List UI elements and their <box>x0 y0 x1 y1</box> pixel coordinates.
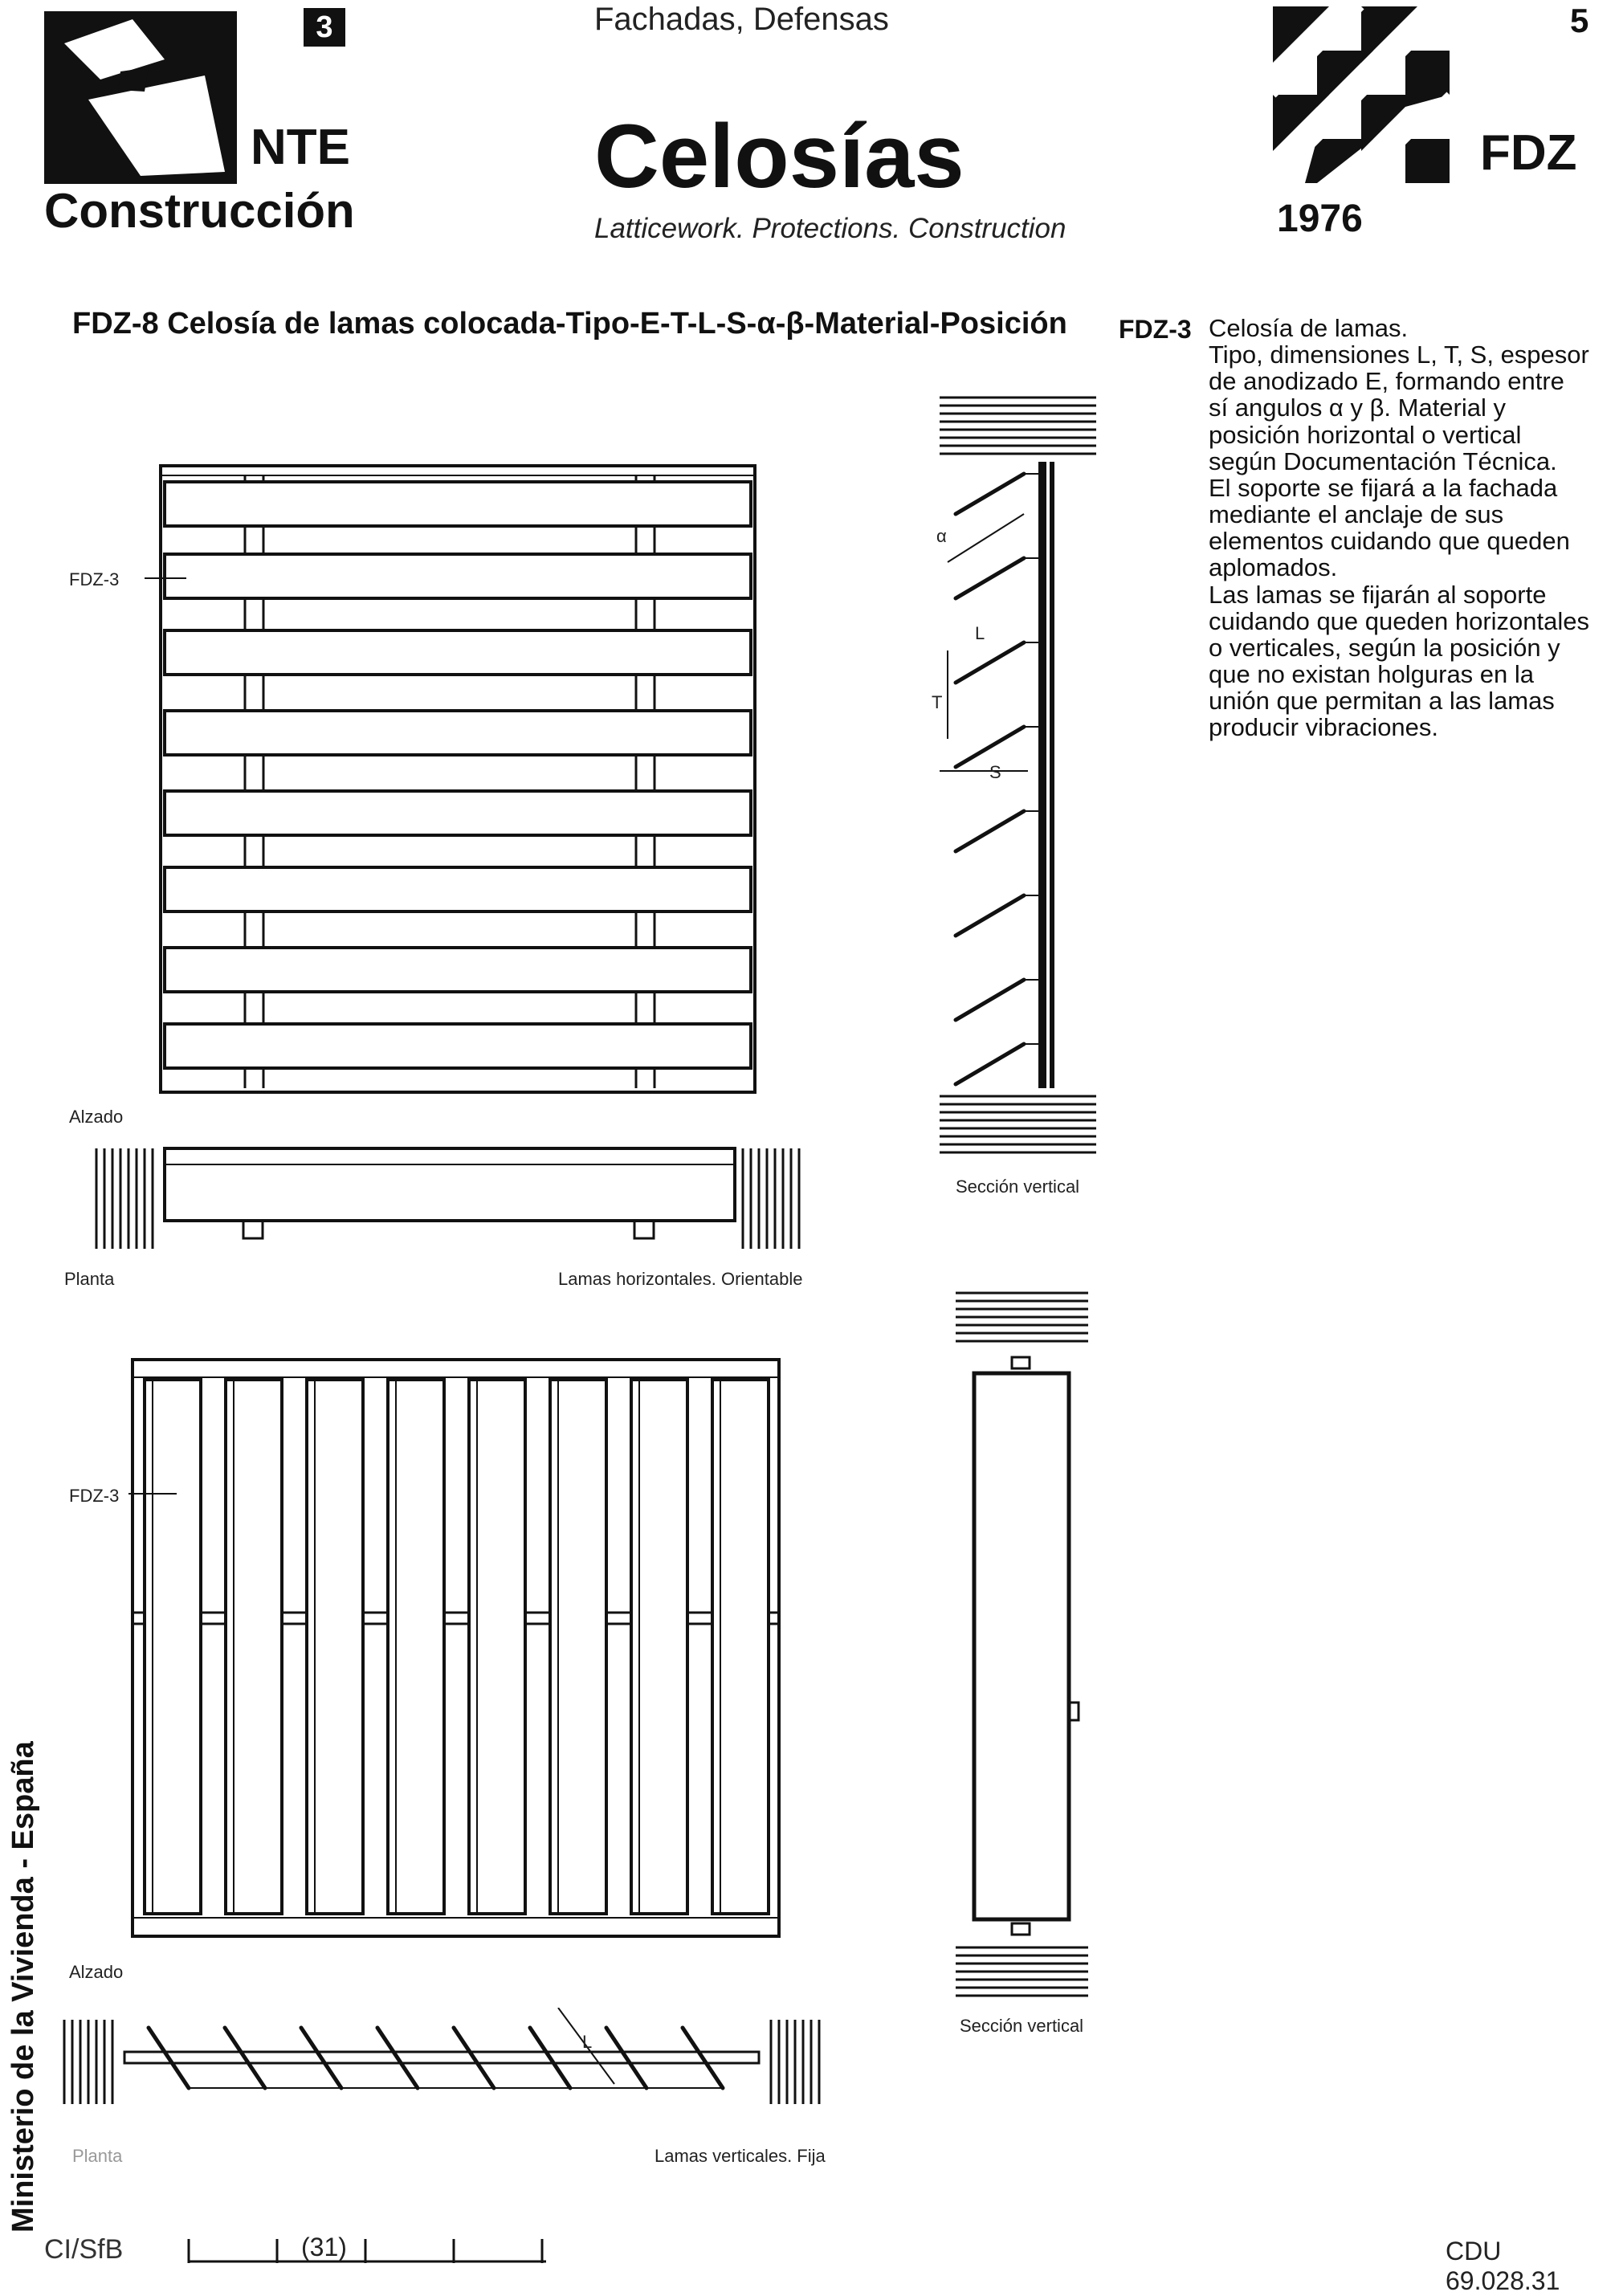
construccion-label: Construcción <box>44 184 355 238</box>
bottom-ref-label: FDZ-3 <box>69 1486 120 1506</box>
top-ref-label: FDZ-3 <box>69 569 120 589</box>
page-title: Celosías <box>594 106 964 206</box>
dim-alpha: α <box>936 526 947 546</box>
dim-s: S <box>989 762 1001 782</box>
top-alzado-label: Alzado <box>69 1107 124 1127</box>
nte-label: NTE <box>251 120 350 175</box>
bottom-alzado-label: Alzado <box>69 1962 124 1982</box>
spec-paragraph: Celosía de lamas. <box>1209 314 1409 342</box>
lattice-pattern-icon <box>1273 6 1450 183</box>
horizontal-lamas-section-drawing <box>932 394 1108 1164</box>
spec-paragraph: El soporte se fijará a la fachada mediante el anclaje de sus elementos cuidando que queden aplomados. <box>1209 473 1570 582</box>
page-subtitle: Latticework. Protections. Construction <box>594 213 1066 244</box>
dim-t: T <box>932 692 943 712</box>
bottom-planta-label: Planta <box>72 2146 123 2166</box>
spec-paragraph: Tipo, dimensiones L, T, S, espesor de anodizado E, formando entre sí angulos α y β. Material y posición horizontal o vertical según Documentación Técnica. <box>1209 341 1589 475</box>
horizontal-lamas-elevation-drawing <box>145 458 771 1100</box>
bottom-caption: Lamas verticales. Fija <box>655 2146 826 2166</box>
spec-code: FDZ-3 <box>1119 315 1192 344</box>
doc-code: FDZ <box>1480 125 1577 181</box>
section-number-badge: 3 <box>304 8 345 47</box>
page-number: 5 <box>1570 2 1589 39</box>
classification-scale <box>185 2233 554 2265</box>
spec-paragraph: Las lamas se fijarán al soporte cuidando que queden horizontales o verticales, según la posición y que no existan holguras en la unión que permitan a las lamas producir vibraciones. <box>1209 580 1589 742</box>
vertical-lamas-plan-drawing <box>60 2008 847 2128</box>
horizontal-lamas-plan-drawing <box>92 1140 815 1253</box>
category-label: Fachadas, Defensas <box>594 2 889 37</box>
top-planta-label: Planta <box>64 1269 115 1289</box>
bottom-dim-l: L <box>582 2032 593 2052</box>
doc-year: 1976 <box>1277 198 1363 240</box>
ministry-side-text: Ministerio de la Vivienda - España <box>6 1741 40 2233</box>
dim-l: L <box>975 623 985 643</box>
spec-text <box>1209 315 1590 741</box>
nte-trowel-logo <box>44 11 237 184</box>
section-title: FDZ-8 Celosía de lamas colocada-Tipo-E-T-L-S-α-β-Material-Posición <box>72 307 1067 341</box>
top-section-label: Sección vertical <box>956 1177 1080 1197</box>
classification-number: (31) <box>301 2233 347 2261</box>
cfsfb-label: CI/SfB <box>44 2234 124 2265</box>
bottom-section-label: Sección vertical <box>960 2016 1084 2036</box>
cdu-label: CDU 69.028.31 <box>1446 2237 1560 2295</box>
vertical-lamas-elevation-drawing <box>128 1356 787 1942</box>
top-caption: Lamas horizontales. Orientable <box>558 1269 803 1289</box>
vertical-lamas-section-drawing <box>952 1285 1096 2008</box>
